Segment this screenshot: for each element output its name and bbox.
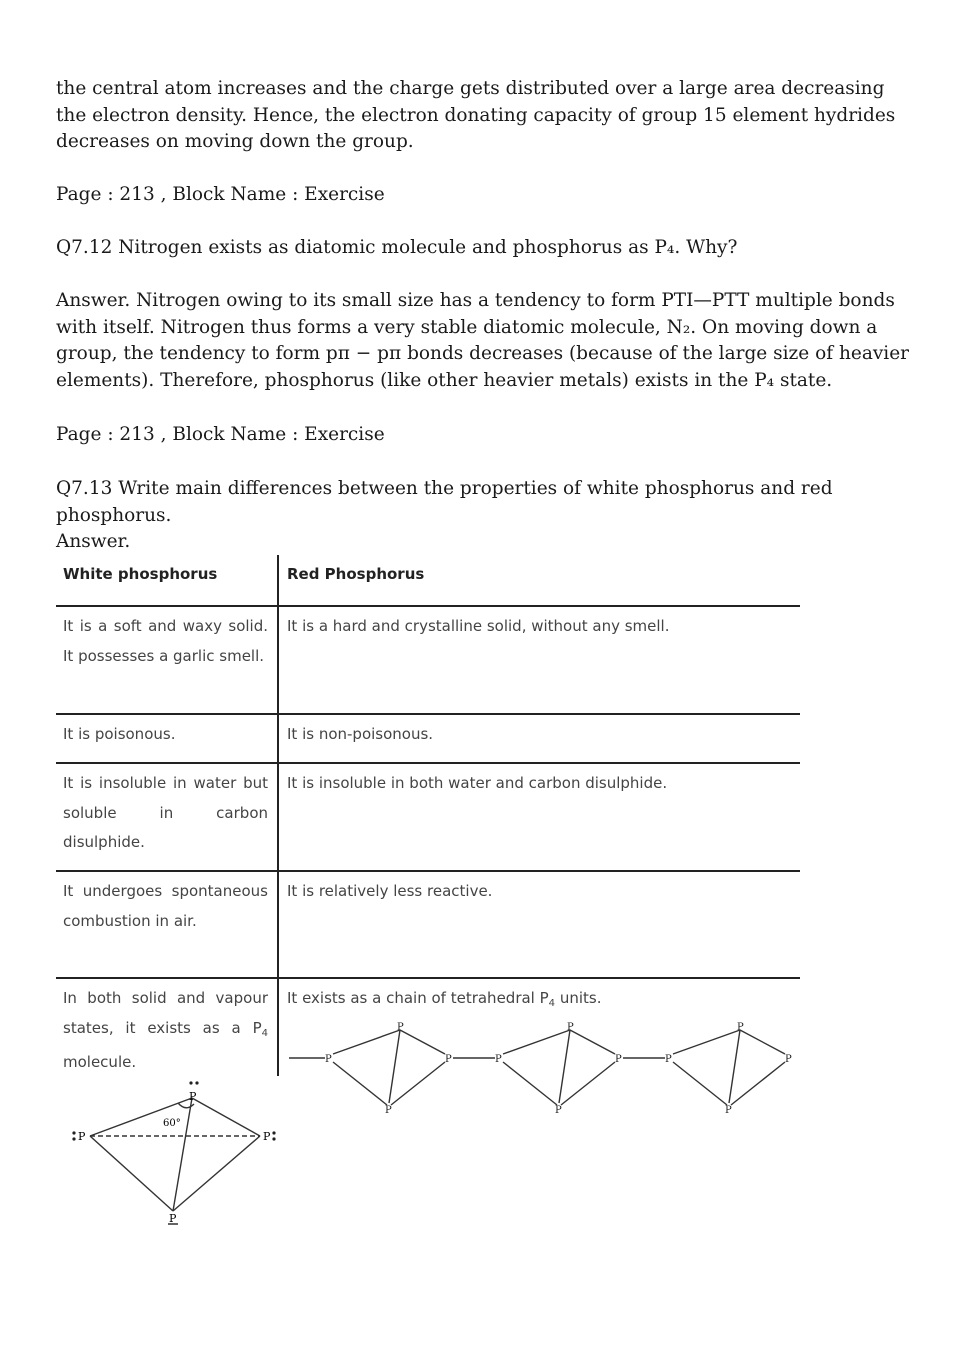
row-divider: [56, 762, 800, 764]
bond-line: [389, 1030, 400, 1103]
red-row-3: It is insoluble in both water and carbon disulphide.: [287, 774, 668, 792]
bond-line: [333, 1030, 400, 1054]
bond-line: [192, 1098, 260, 1136]
atom-label: P: [263, 1130, 271, 1143]
white-row-5-tail: molecule.: [63, 1053, 137, 1071]
bond-line: [400, 1030, 445, 1054]
red-row-5-tail: units.: [555, 989, 602, 1007]
white-row-2: It is poisonous.: [63, 725, 176, 743]
atom-label: P: [555, 1105, 562, 1116]
paragraph-hydride-basicity: the central atom increases and the charge gets distributed over a large area decreasing the electron density. Hence, the electron donating capacity of group 15 element hydrides decreases on moving down the group.: [56, 78, 896, 152]
bond-line: [673, 1030, 740, 1054]
atom-label: P: [325, 1054, 332, 1065]
bond-line: [731, 1062, 785, 1105]
atom-label: P: [725, 1105, 732, 1116]
page-block-reference: Page : 213 , Block Name : Exercise: [56, 184, 385, 205]
white-phosphorus-tetrahedron-diagram: [60, 1078, 290, 1233]
bond-line: [561, 1062, 615, 1105]
atom-label: P: [445, 1054, 452, 1065]
red-row-5-text: It exists as a chain of tetrahedral P: [287, 989, 549, 1007]
bond-line: [333, 1062, 387, 1105]
question-7-13: Q7.13 Write main differences between the properties of white phosphorus and red phosphorus.: [56, 478, 833, 526]
bond-line: [173, 1098, 192, 1211]
header-white-phosphorus: White phosphorus: [63, 565, 218, 583]
bond-line: [503, 1062, 557, 1105]
row-divider: [56, 870, 800, 872]
bond-line: [673, 1062, 727, 1105]
atom-label: P: [495, 1054, 502, 1065]
header-red-phosphorus: Red Phosphorus: [287, 565, 425, 583]
bond-line: [729, 1030, 740, 1103]
white-row-5: [63, 984, 268, 1078]
atom-label: P: [567, 1022, 574, 1033]
atom-label: P: [615, 1054, 622, 1065]
atom-label: P: [665, 1054, 672, 1065]
atom-label: P: [785, 1054, 792, 1065]
atom-label: P: [169, 1212, 177, 1225]
bond-line: [173, 1136, 260, 1211]
white-row-3: It is insoluble in water but soluble in carbon disulphide.: [63, 774, 268, 851]
atom-label: P: [189, 1090, 197, 1103]
white-row-1: It is a soft and waxy solid. It possesses a garlic smell.: [63, 617, 268, 665]
bond-line: [90, 1098, 192, 1136]
white-row-5-text: In both solid and vapour states, it exists as a P: [63, 989, 268, 1037]
red-phosphorus-chain-diagram: [285, 1018, 805, 1120]
atom-label: P: [385, 1105, 392, 1116]
white-row-4: It undergoes spontaneous combustion in air.: [63, 882, 268, 930]
bond-line: [559, 1030, 570, 1103]
subscript: 4: [261, 1027, 268, 1039]
atom-label: P: [397, 1022, 404, 1033]
row-divider: [56, 977, 800, 979]
answer-label: Answer.: [56, 531, 131, 552]
answer-7-12: Answer. Nitrogen owing to its small size has a tendency to form PTI—PTT multiple bonds with itself. Nitrogen thus forms a very stable diatomic molecule, N₂. On moving down a group, the tendency to form pπ − pπ bonds decreases (because of the large size of heavier elements). Therefore, phosphorus (like other heavier metals) exists in the P₄ state.: [56, 290, 910, 391]
bond-line: [740, 1030, 785, 1054]
question-7-12: Q7.12 Nitrogen exists as diatomic molecule and phosphorus as P₄. Why?: [56, 237, 738, 258]
red-row-5: [287, 984, 792, 1019]
row-divider: [56, 713, 800, 715]
row-divider: [56, 605, 800, 607]
bond-line: [570, 1030, 615, 1054]
column-divider: [277, 555, 279, 1076]
red-row-4: It is relatively less reactive.: [287, 882, 493, 900]
atom-label: P: [78, 1130, 86, 1143]
angle-label: 60°: [163, 1118, 181, 1129]
bond-line: [90, 1136, 173, 1211]
atom-label: P: [737, 1022, 744, 1033]
subscript: 4: [548, 998, 556, 1009]
red-row-1: It is a hard and crystalline solid, without any smell.: [287, 617, 670, 635]
page-block-reference: Page : 213 , Block Name : Exercise: [56, 424, 385, 445]
bond-line: [503, 1030, 570, 1054]
bond-line: [391, 1062, 445, 1105]
red-row-2: It is non-poisonous.: [287, 725, 434, 743]
